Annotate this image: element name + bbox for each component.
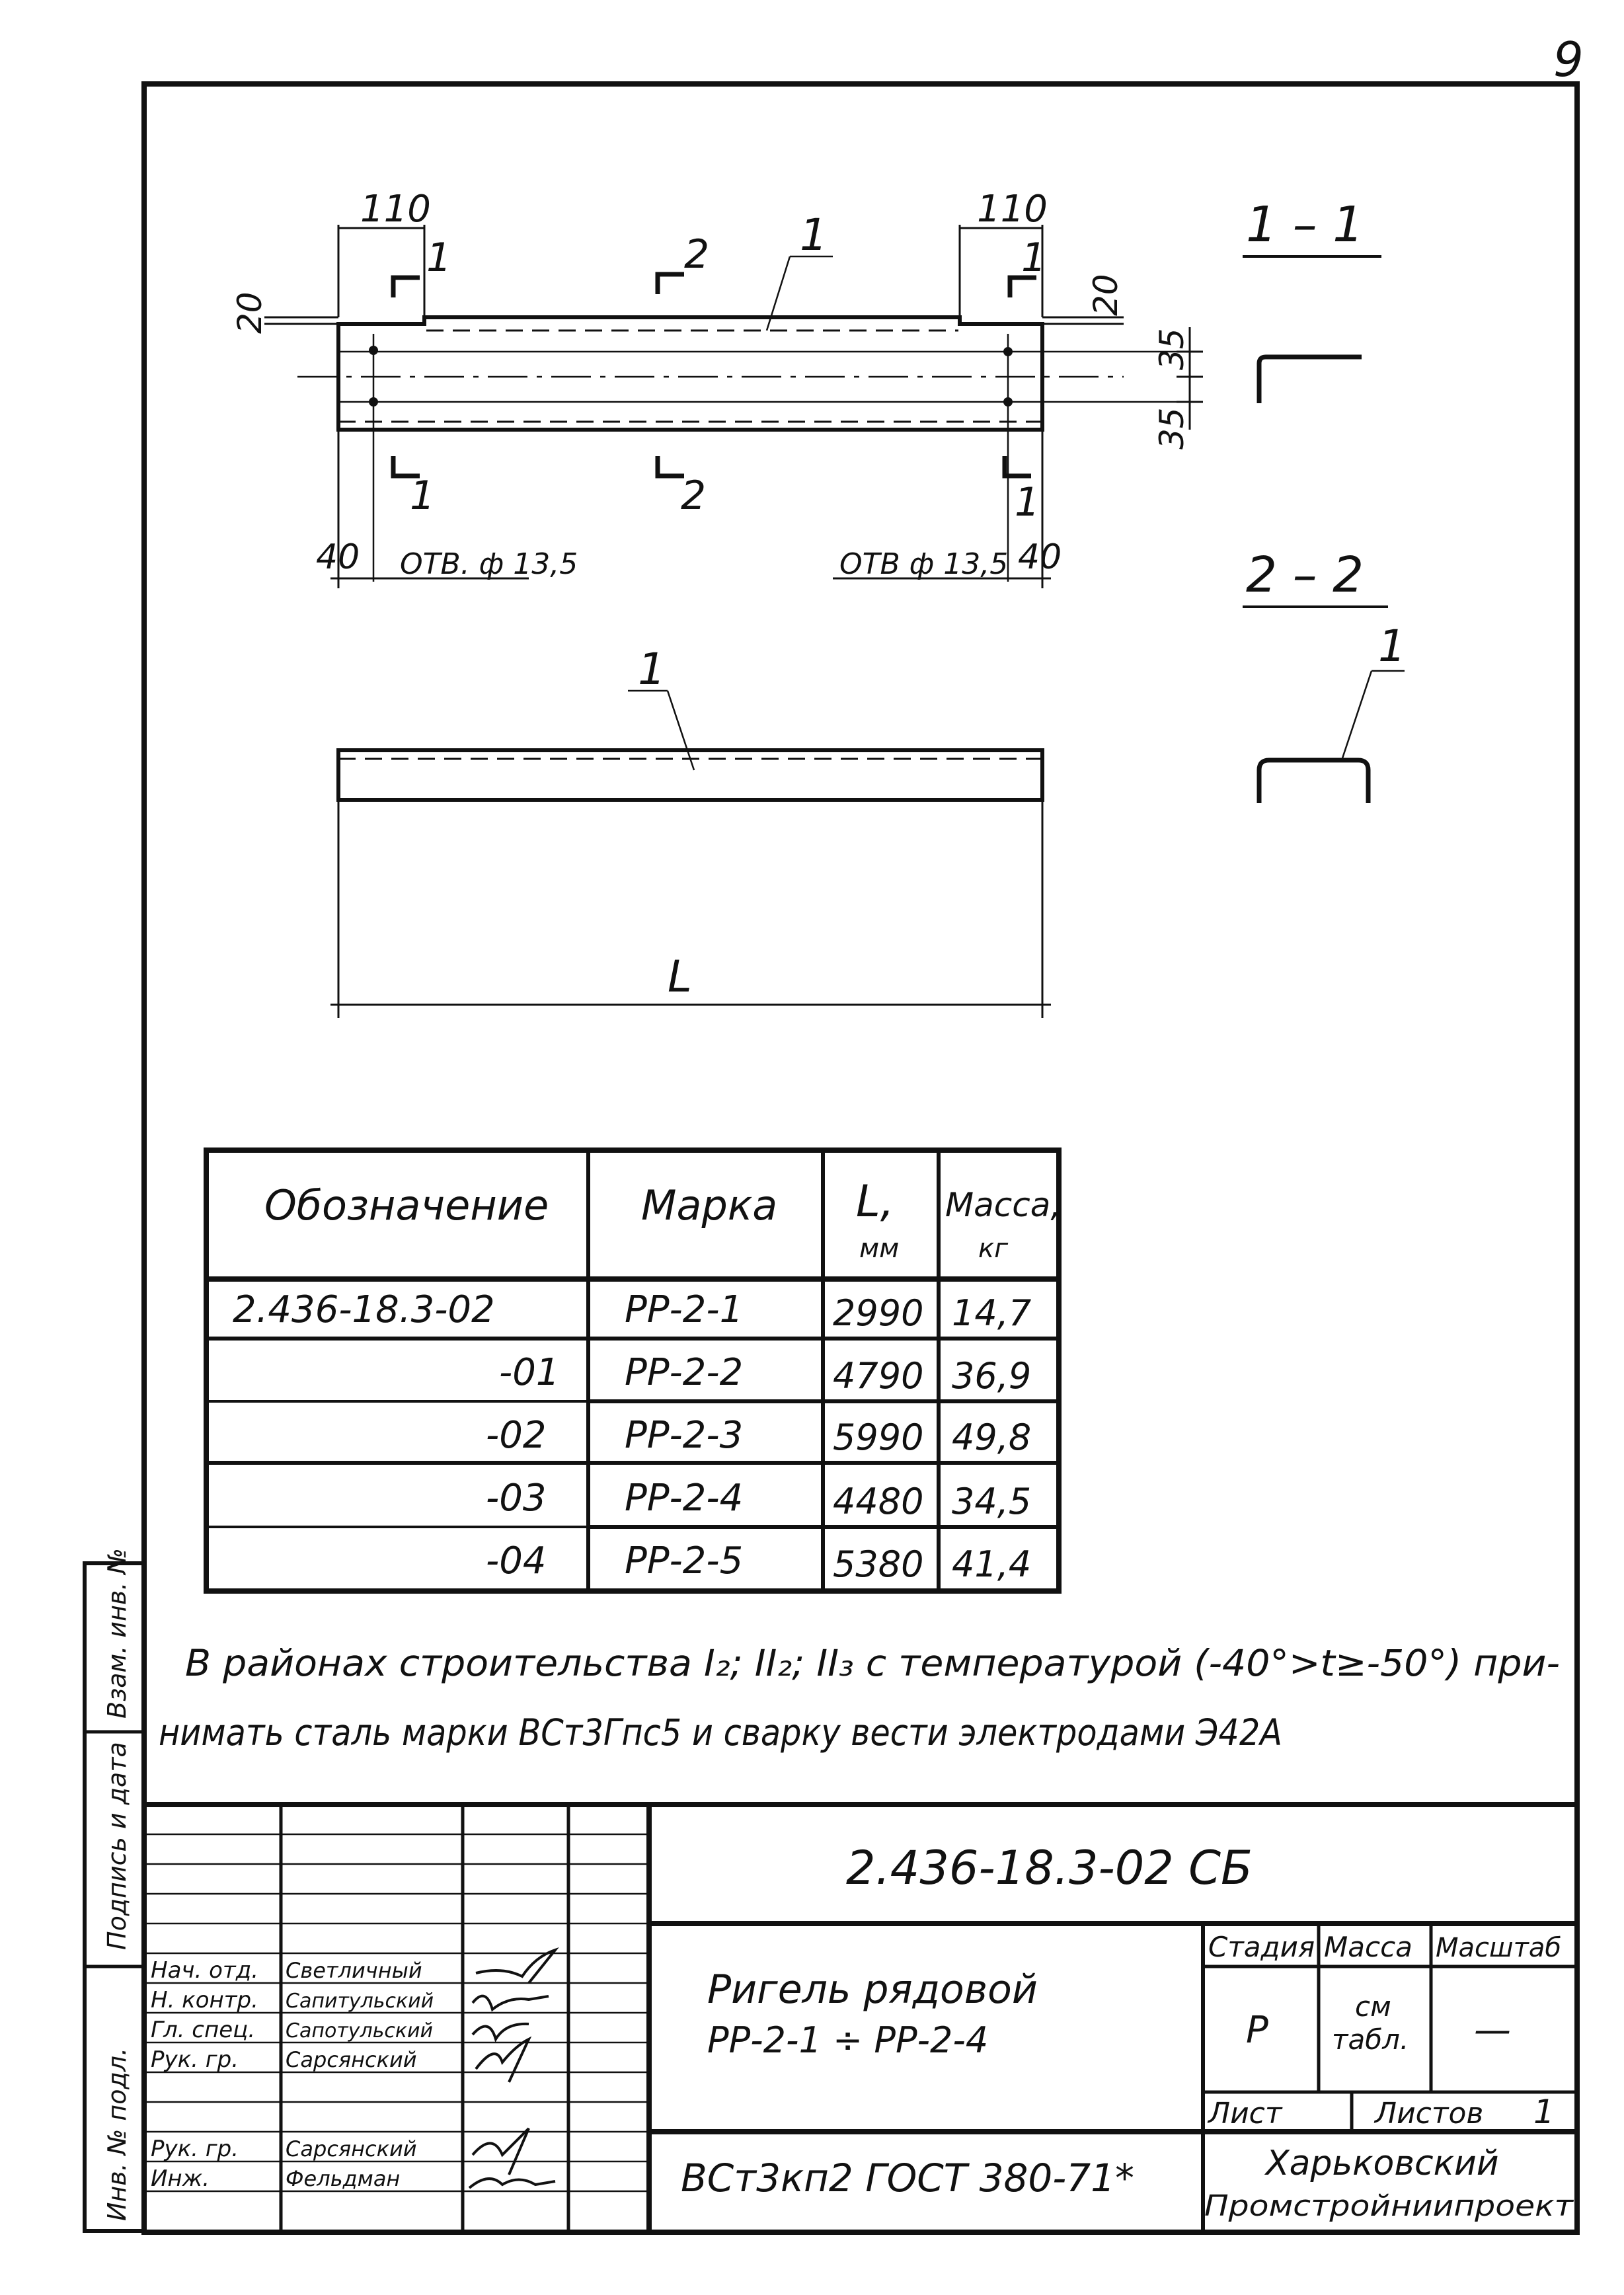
section-mark-1-top-right: 1 bbox=[1021, 235, 1047, 281]
section-1-1 bbox=[1243, 196, 1381, 403]
mass-label: Масса bbox=[1324, 1931, 1412, 1963]
role-name: Сарсянский bbox=[286, 2047, 417, 2072]
material-spec: ВСт3кп2 ГОСТ 380-71* bbox=[681, 2156, 1135, 2200]
row-length: 5380 bbox=[833, 1543, 924, 1585]
row-mass: 49,8 bbox=[952, 1417, 1032, 1458]
stage-label: Стадия bbox=[1208, 1931, 1315, 1963]
role-name: Фельдман bbox=[286, 2166, 401, 2191]
role-label: Инж. bbox=[151, 2165, 210, 2192]
row-mark: РР-2-1 bbox=[625, 1288, 744, 1331]
row-length: 2990 bbox=[833, 1292, 924, 1334]
table-row bbox=[486, 1477, 1031, 1522]
hole-note-left: ОТВ. ф 13,5 bbox=[400, 547, 578, 581]
role-name: Сапотульский bbox=[286, 2019, 433, 2042]
scale-label: Масштаб bbox=[1436, 1933, 1562, 1963]
dim-hole-edge-left: 40 bbox=[316, 537, 360, 577]
role-name: Светличный bbox=[286, 1958, 422, 1983]
header-length: L, bbox=[856, 1176, 894, 1227]
stamp-replace-inv: Взам. инв. № bbox=[102, 1547, 132, 1719]
header-designation: Обозначение bbox=[264, 1181, 549, 1229]
signature-row bbox=[151, 2046, 417, 2073]
sheet-frame bbox=[144, 84, 1577, 2232]
section-2-2 bbox=[1243, 547, 1406, 803]
section-mark-1-bottom-right: 1 bbox=[1015, 479, 1040, 525]
title-line-2: РР-2-1 ÷ РР-2-4 bbox=[707, 2019, 989, 2061]
table-row bbox=[486, 1414, 1031, 1458]
section-mark-2-top: 2 bbox=[684, 231, 710, 278]
row-mass: 36,9 bbox=[952, 1355, 1032, 1397]
row-designation: -02 bbox=[486, 1414, 547, 1457]
role-label: Н. контр. bbox=[151, 1987, 258, 2013]
row-mark: РР-2-5 bbox=[625, 1539, 744, 1582]
plan-view bbox=[231, 188, 1203, 588]
page-number: 9 bbox=[1553, 32, 1584, 87]
sheets-label: Листов bbox=[1375, 2097, 1484, 2130]
note-line-1: В районах строительства I₂; II₂; II₃ с температурой (-40°>t≥-50°) при- bbox=[185, 1642, 1560, 1684]
plan-part-number: 1 bbox=[800, 210, 828, 260]
role-label: Рук. гр. bbox=[151, 2046, 239, 2073]
row-length: 4790 bbox=[833, 1355, 924, 1397]
doc-code: 2.436-18.3-02 СБ bbox=[846, 1841, 1253, 1895]
side-stamp bbox=[85, 1548, 144, 2231]
table-row bbox=[499, 1351, 1031, 1397]
stamp-sign-date: Подпись и дата bbox=[102, 1742, 132, 1950]
title-block bbox=[144, 1805, 1577, 2232]
mass-value-1: см bbox=[1355, 1990, 1391, 2023]
dim-hole-edge-right: 40 bbox=[1018, 537, 1062, 577]
dim-notch-right: 20 bbox=[1087, 274, 1125, 316]
row-designation: 2.436-18.3-02 bbox=[233, 1288, 495, 1331]
signature-row bbox=[151, 2136, 417, 2162]
scale-value: — bbox=[1474, 2009, 1511, 2052]
section-part-number: 1 bbox=[1378, 621, 1406, 672]
elevation-view bbox=[330, 644, 1051, 1018]
row-mass: 14,7 bbox=[952, 1292, 1032, 1334]
row-length: 5990 bbox=[833, 1417, 924, 1458]
dim-hole-bottom: 35 bbox=[1153, 407, 1191, 449]
dim-end-width-left: 110 bbox=[360, 188, 431, 231]
section-mark-1-bottom-left: 1 bbox=[410, 473, 436, 519]
hole-note-right: ОТВ ф 13,5 bbox=[839, 547, 1009, 581]
row-mass: 34,5 bbox=[952, 1481, 1032, 1522]
section-1-title: 1 – 1 bbox=[1246, 196, 1364, 253]
beam-plan-outline bbox=[338, 317, 1042, 430]
section-mark-1-top-left: 1 bbox=[426, 235, 452, 281]
section-mark-2-bottom: 2 bbox=[681, 473, 707, 519]
section-2-title: 2 – 2 bbox=[1246, 547, 1364, 603]
org-line-2: Промстройниипроект bbox=[1204, 2189, 1574, 2223]
row-length: 4480 bbox=[833, 1481, 924, 1522]
role-label: Гл. спец. bbox=[151, 2017, 256, 2043]
stage-value: Р bbox=[1246, 2009, 1268, 2052]
org-line-1: Харьковский bbox=[1266, 2144, 1499, 2183]
general-note bbox=[159, 1642, 1560, 1754]
signature-row bbox=[151, 2165, 400, 2192]
row-mark: РР-2-3 bbox=[625, 1414, 744, 1457]
signature-row bbox=[151, 1987, 434, 2013]
signatures bbox=[469, 1950, 555, 2188]
signature-row bbox=[151, 1957, 422, 1984]
elevation-part-number: 1 bbox=[638, 644, 666, 695]
role-label: Рук. гр. bbox=[151, 2136, 239, 2162]
row-mass: 41,4 bbox=[952, 1543, 1032, 1585]
table-row bbox=[233, 1288, 1031, 1334]
role-label: Нач. отд. bbox=[151, 1957, 259, 1984]
signature-row bbox=[151, 2017, 433, 2043]
row-mark: РР-2-2 bbox=[625, 1351, 744, 1394]
sheet-label: Лист bbox=[1208, 2097, 1282, 2130]
row-designation: -03 bbox=[486, 1477, 547, 1520]
spec-table bbox=[206, 1150, 1061, 1591]
dim-notch-left: 20 bbox=[231, 292, 269, 334]
sheets-value: 1 bbox=[1533, 2093, 1555, 2131]
row-designation: -01 bbox=[499, 1351, 560, 1394]
title-line-1: Ригель рядовой bbox=[707, 1966, 1038, 2013]
role-name: Сапитульский bbox=[286, 1990, 434, 2013]
header-mass: Масса, bbox=[945, 1186, 1062, 1224]
dim-hole-top: 35 bbox=[1153, 328, 1191, 370]
table-row bbox=[486, 1539, 1031, 1585]
stamp-inv-no: Инв. № подл. bbox=[102, 2047, 132, 2221]
header-mark: Марка bbox=[641, 1181, 778, 1229]
mass-value-2: табл. bbox=[1332, 2023, 1409, 2056]
dim-end-width-right: 110 bbox=[977, 188, 1048, 231]
header-mass-unit: кг bbox=[978, 1233, 1009, 1264]
length-label: L bbox=[668, 951, 692, 1002]
note-line-2: нимать сталь марки ВСт3Гпс5 и сварку вести электродами Э42А bbox=[159, 1711, 1282, 1754]
role-name: Сарсянский bbox=[286, 2136, 417, 2161]
row-mark: РР-2-4 bbox=[625, 1477, 744, 1520]
row-designation: -04 bbox=[486, 1539, 547, 1582]
header-length-unit: мм bbox=[859, 1233, 900, 1264]
